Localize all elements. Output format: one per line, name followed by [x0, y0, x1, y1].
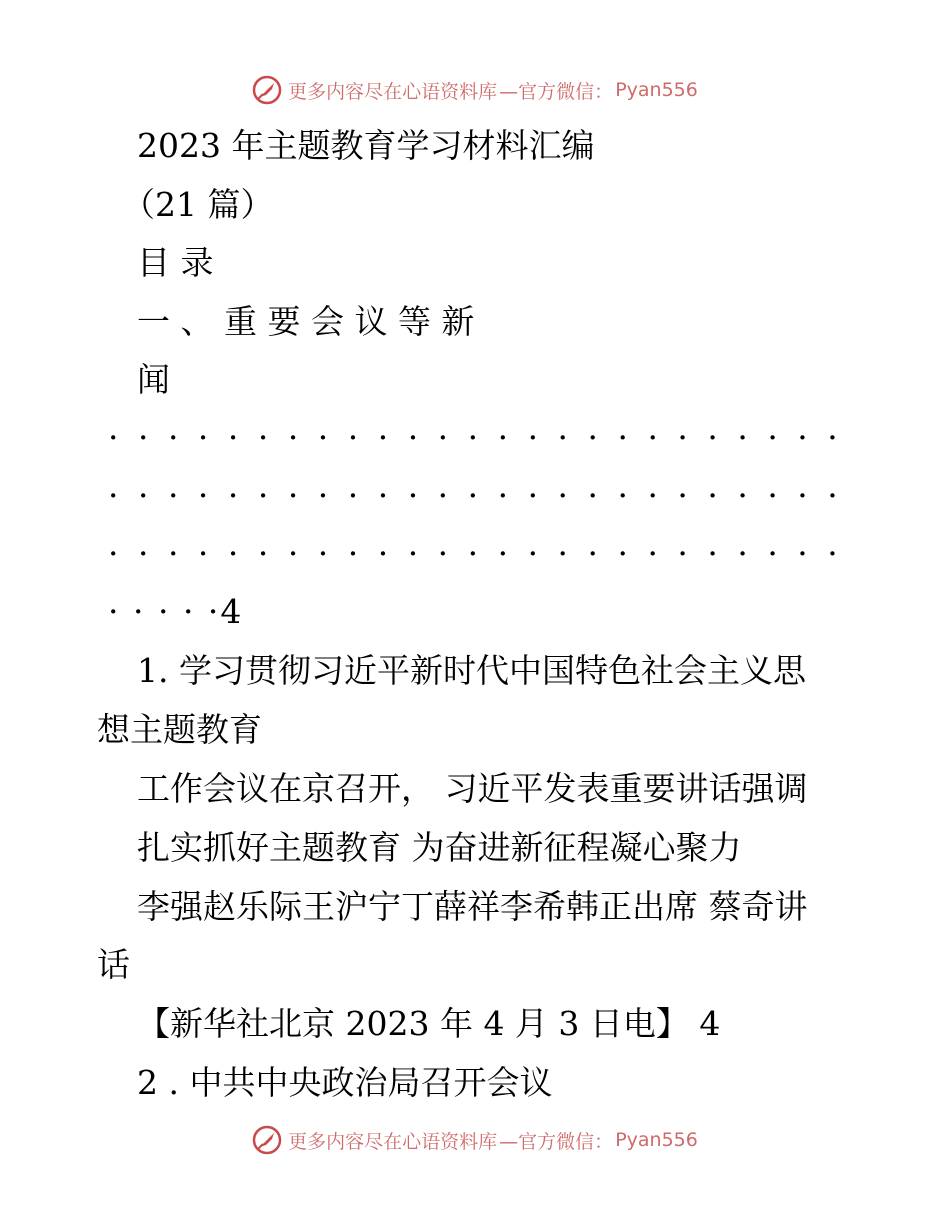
leader-dot: ·	[527, 476, 539, 515]
leader-dot: ·	[317, 418, 329, 457]
leader-dot: ·	[257, 534, 269, 573]
leader-dot: ·	[827, 418, 838, 457]
leader-dot: ·	[497, 418, 509, 457]
watermark-separator: —官方微信：	[499, 80, 614, 103]
leader-dot: ·	[167, 476, 179, 515]
leader-dot: ·	[467, 534, 479, 573]
toc-item-1-line-4: 扎实抓好主题教育 为奋进新征程凝心聚力	[137, 828, 742, 867]
leader-dot: ·	[737, 476, 748, 515]
leader-dot: ·	[737, 418, 748, 457]
leader-dot: ·	[197, 534, 209, 573]
quill-seal-icon	[252, 75, 282, 105]
leader-dot: ·	[437, 534, 449, 573]
leader-dot: ·	[227, 418, 239, 457]
leader-dot: ·	[557, 476, 569, 515]
leader-dot: ·	[287, 418, 299, 457]
leader-dot: ·	[497, 476, 509, 515]
leader-dot: ·	[797, 418, 808, 457]
leader-dot: ·	[347, 476, 359, 515]
leader-dot: ·	[767, 418, 778, 457]
leader-dot: ·	[737, 534, 748, 573]
watermark-text: 更多内容尽在心语资料库	[288, 1130, 498, 1153]
leader-dot: ·	[677, 476, 688, 515]
document-count: （21 篇）	[122, 185, 274, 224]
toc-leader-dots-row-3	[108, 534, 838, 574]
toc-item-1-line-5: 李强赵乐际王沪宁丁薛祥李希韩正出席 蔡奇讲	[137, 887, 808, 926]
leader-dot: ·	[167, 418, 179, 457]
leader-dot: ·	[377, 418, 389, 457]
leader-dot: ·	[467, 418, 479, 457]
leader-dot: ·	[647, 534, 658, 573]
leader-dot: ·	[767, 476, 778, 515]
leader-dot: ·	[467, 476, 479, 515]
leader-dot: ·	[257, 476, 269, 515]
leader-dot: ·	[347, 534, 359, 573]
leader-dot: ·	[407, 534, 419, 573]
leader-dot: ·	[197, 476, 209, 515]
leader-dot: ·	[407, 476, 419, 515]
watermark-wechat-handle: Pyan556	[615, 79, 698, 101]
leader-dot: ·	[587, 418, 598, 457]
leader-dot: ·	[437, 476, 449, 515]
toc-heading: 目 录	[137, 243, 214, 282]
leader-dot: ·	[137, 418, 149, 457]
leader-dot: ·	[497, 534, 509, 573]
leader-dot: ·	[557, 534, 569, 573]
leader-dot: ·	[437, 418, 449, 457]
section1-title: 一 、 重 要 会 议 等 新	[137, 302, 475, 341]
document-title: 2023 年主题教育学习材料汇编	[137, 126, 595, 165]
leader-dot: ·	[377, 534, 389, 573]
leader-dot: ·	[347, 418, 359, 457]
leader-dot: ·	[527, 534, 539, 573]
toc-item-1-source: 【新华社北京 2023 年 4 月 3 日电】 4	[137, 1004, 721, 1043]
leader-dot: ·	[707, 418, 718, 457]
leader-dot: ·	[137, 534, 149, 573]
toc-leader-page-number: · · · · ·4	[108, 592, 244, 631]
leader-dot: ·	[197, 418, 209, 457]
leader-dot: ·	[797, 534, 808, 573]
leader-dot: ·	[647, 476, 658, 515]
leader-dot: ·	[287, 476, 299, 515]
leader-dot: ·	[677, 534, 688, 573]
toc-item-2-line-1: 2 . 中共中央政治局召开会议	[137, 1063, 553, 1102]
leader-dot: ·	[797, 476, 808, 515]
leader-dot: ·	[707, 476, 718, 515]
leader-dot: ·	[407, 418, 419, 457]
leader-dot: ·	[108, 418, 119, 457]
leader-dot: ·	[108, 534, 119, 573]
toc-item-1-line-1: 1. 学习贯彻习近平新时代中国特色社会主义思	[137, 651, 806, 690]
leader-dot: ·	[527, 418, 539, 457]
leader-dot: ·	[317, 476, 329, 515]
leader-dot: ·	[827, 534, 838, 573]
toc-item-1-line-3: 工作会议在京召开， 习近平发表重要讲话强调	[137, 769, 808, 808]
leader-dot: ·	[108, 476, 119, 515]
leader-dot: ·	[617, 418, 628, 457]
leader-dot: ·	[617, 476, 628, 515]
toc-leader-dots-row-1	[108, 418, 838, 458]
leader-dot: ·	[317, 534, 329, 573]
toc-item-1-line-2: 想主题教育	[97, 710, 262, 749]
leader-dot: ·	[827, 476, 838, 515]
leader-dot: ·	[377, 476, 389, 515]
leader-dot: ·	[587, 476, 598, 515]
leader-dot: ·	[587, 534, 598, 573]
leader-dot: ·	[137, 476, 149, 515]
leader-dot: ·	[227, 476, 239, 515]
leader-dot: ·	[707, 534, 718, 573]
leader-dot: ·	[677, 418, 688, 457]
leader-dot: ·	[287, 534, 299, 573]
leader-dot: ·	[227, 534, 239, 573]
watermark-separator: —官方微信：	[499, 1130, 614, 1153]
watermark-text: 更多内容尽在心语资料库	[288, 80, 498, 103]
leader-dot: ·	[257, 418, 269, 457]
watermark-wechat-handle: Pyan556	[615, 1129, 698, 1151]
leader-dot: ·	[557, 418, 569, 457]
quill-seal-icon	[252, 1125, 282, 1155]
watermark-footer	[0, 1120, 950, 1160]
watermark-header	[0, 70, 950, 110]
leader-dot: ·	[617, 534, 628, 573]
leader-dot: ·	[167, 534, 179, 573]
toc-item-1-line-6: 话	[97, 945, 130, 984]
leader-dot: ·	[767, 534, 778, 573]
leader-dot: ·	[647, 418, 658, 457]
toc-leader-dots-row-2	[108, 476, 838, 516]
section1-title-continued: 闻	[137, 360, 170, 399]
